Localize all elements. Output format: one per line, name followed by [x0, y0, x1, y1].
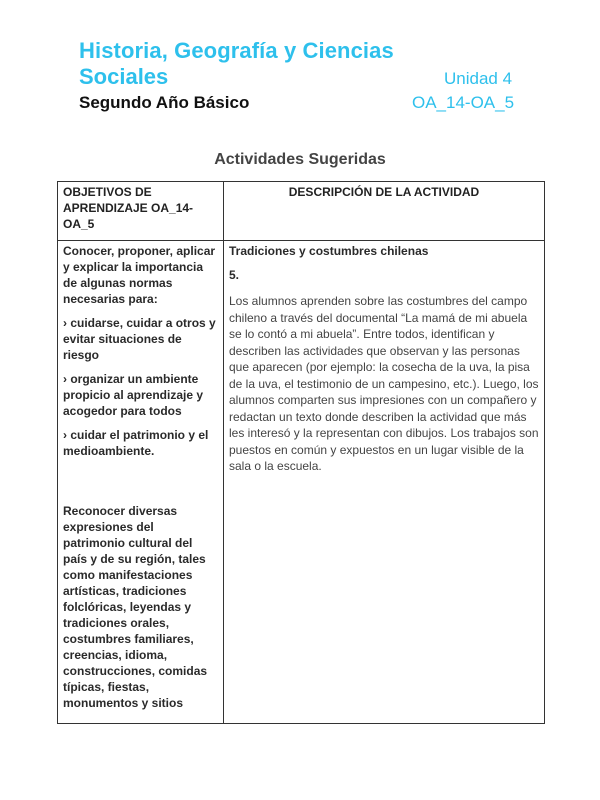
- grade-label: Segundo Año Básico: [79, 93, 250, 112]
- description-cell: [224, 241, 545, 724]
- activity-number: 5.: [229, 268, 240, 282]
- subject-title-line-1: Historia, Geografía y Ciencias: [79, 38, 394, 63]
- section-title: Actividades Sugeridas: [214, 151, 386, 168]
- page-header: [0, 0, 600, 120]
- table-row: [58, 241, 545, 724]
- unit-label: Unidad 4: [444, 69, 513, 88]
- objective-heritage: Reconocer diversas expresiones del patrimonio cultural del país y de su región, tales como manifestaciones artísticas, tradiciones folclóricas, leyendas y tradiciones orales, costumbres familiares, creencias, idioma, construcciones, comidas típicas, fiestas, monumentos y sitios: [63, 504, 208, 710]
- activity-description: Los alumnos aprenden sobre las costumbres del campo chileno a través del documental “La mamá de mi abuela se lo contó a mi abuela”. Entre todos, identifican y describen las actividades que observan y las personas que aparecen (por ejemplo: la cosecha de la uva, la pisa de la uva, el testimonio de un campesino, etc.). Luego, los alumnos comparten sus impresiones con un compañero y redactan un texto donde describen la actividad que más les interesó y la representan con dibujos. Los trabajos son puestos en común y expuestos en un lugar visible de la sala o la escuela.: [229, 294, 539, 473]
- table-header-row: [58, 182, 545, 241]
- objectives-cell: [58, 241, 224, 724]
- objective-code: OA_14-OA_5: [412, 93, 515, 112]
- objectives-header: OBJETIVOS DE APRENDIZAJE OA_14-OA_5: [58, 182, 224, 241]
- objective-item: › cuidar el patrimonio y el medioambiente.: [63, 428, 209, 458]
- activity-title: Tradiciones y costumbres chilenas: [229, 244, 429, 258]
- subject-title-line-2: Sociales: [79, 64, 169, 89]
- activities-table: [57, 181, 545, 724]
- description-header: DESCRIPCIÓN DE LA ACTIVIDAD: [224, 182, 545, 241]
- objective-intro: Conocer, proponer, aplicar y explicar la importancia de algunas normas necesarias para:: [63, 244, 216, 306]
- objective-item: › organizar un ambiente propicio al aprendizaje y acogedor para todos: [63, 372, 204, 418]
- objective-item: › cuidarse, cuidar a otros y evitar situaciones de riesgo: [63, 316, 216, 362]
